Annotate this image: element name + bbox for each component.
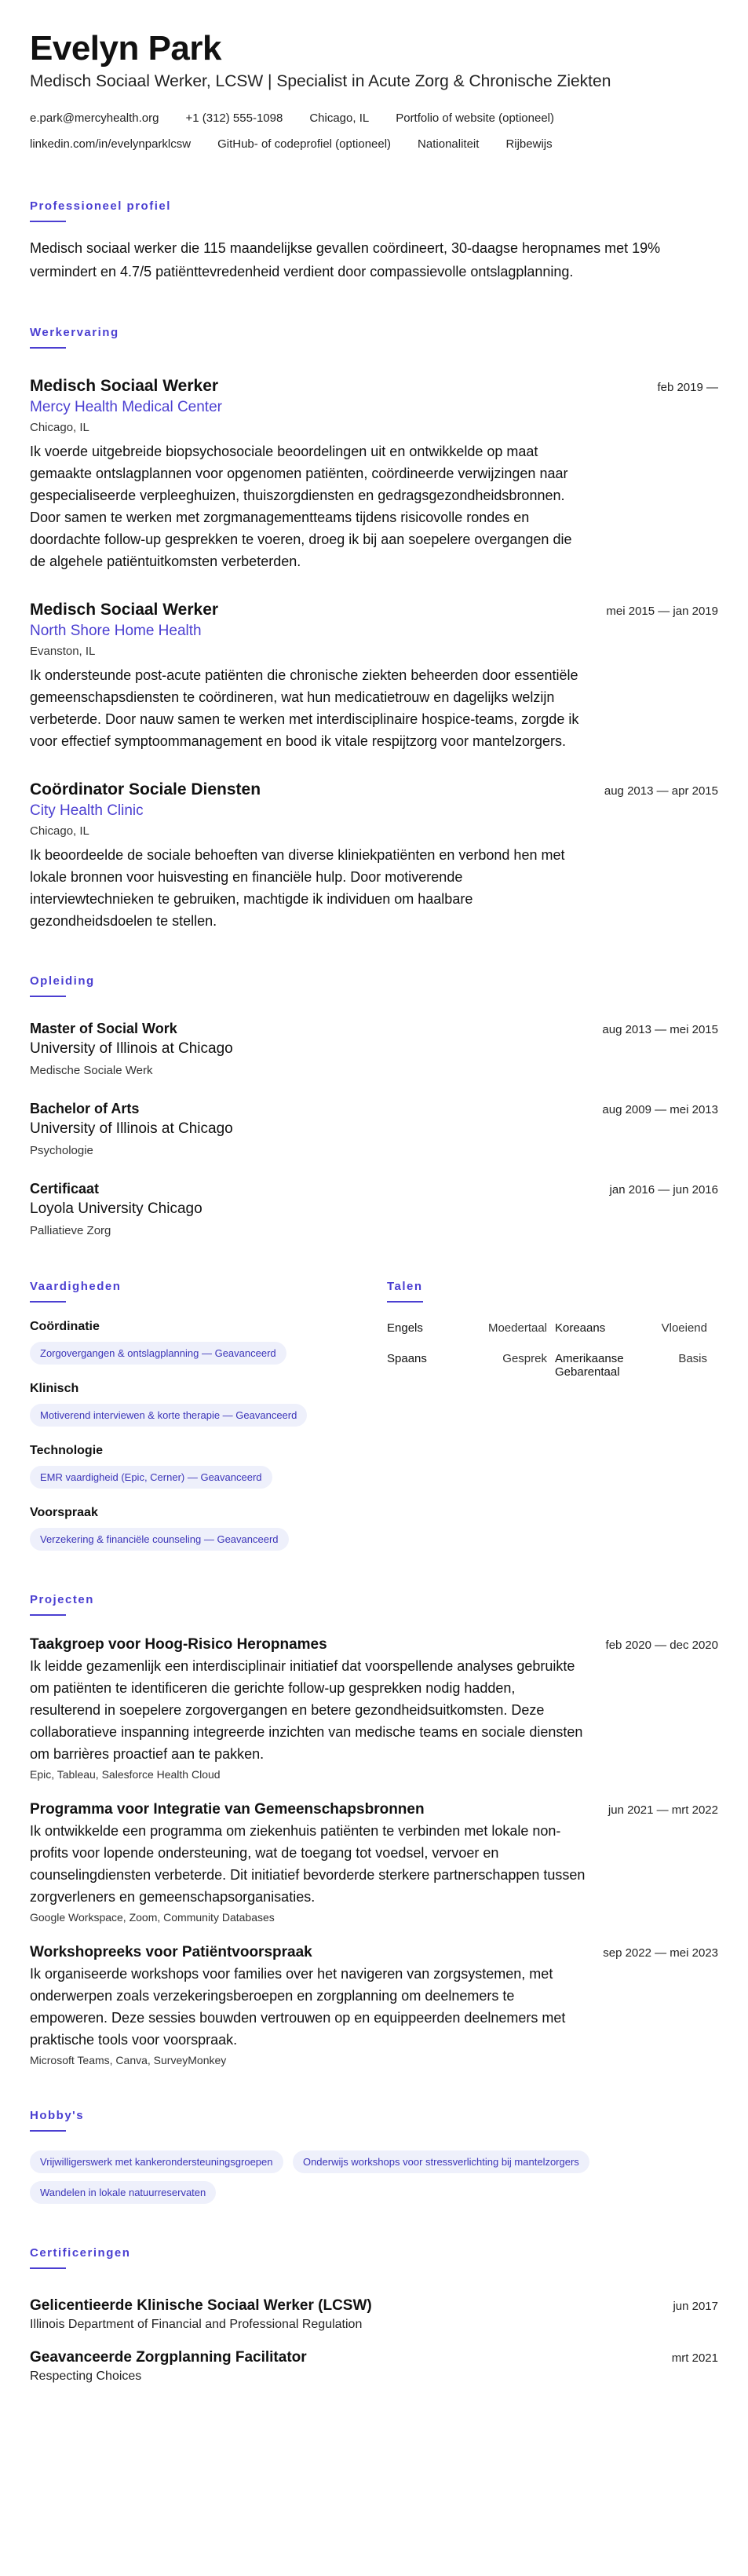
skill-category: Klinisch bbox=[30, 1382, 79, 1395]
project-tools: Epic, Tableau, Salesforce Health Cloud bbox=[30, 1768, 221, 1781]
certification-title: Gelicentieerde Klinische Sociaal Werker (LCSW) bbox=[30, 2297, 372, 2314]
language-name: Amerikaanse Gebarentaal bbox=[555, 1352, 624, 1379]
school: University of Illinois at Chicago bbox=[30, 1120, 233, 1137]
contact-linkedin[interactable]: linkedin.com/in/evelynparklcsw bbox=[30, 137, 192, 151]
hobby-chip: Vrijwilligerswerk met kankerondersteuningsgroepen bbox=[30, 2150, 283, 2173]
experience-entry bbox=[30, 780, 718, 932]
skill-chip: Verzekering & financiële counseling — Geavanceerd bbox=[30, 1528, 289, 1551]
section-divider bbox=[30, 2130, 66, 2132]
education-date: aug 2009 — mei 2013 bbox=[602, 1103, 718, 1116]
skills-section bbox=[30, 1237, 387, 1551]
project-entry bbox=[30, 1801, 718, 1924]
header bbox=[30, 28, 718, 157]
job-location: Evanston, IL bbox=[30, 645, 96, 658]
education-date: jan 2016 — jun 2016 bbox=[609, 1183, 718, 1197]
project-tools: Google Workspace, Zoom, Community Databases bbox=[30, 1911, 275, 1924]
contact-drivers-license: Rijbewijs bbox=[505, 137, 553, 151]
skill-category: Technologie bbox=[30, 1444, 104, 1457]
contact-list bbox=[30, 105, 718, 157]
section-title-hobbies: Hobby's bbox=[30, 2109, 85, 2122]
contact-nationality: Nationaliteit bbox=[418, 137, 480, 151]
field-of-study: Medische Sociale Werk bbox=[30, 1064, 153, 1077]
headline: Medisch Sociaal Werker, LCSW | Specialist in Acute Zorg & Chronische Ziekten bbox=[30, 72, 611, 90]
education-date: aug 2013 — mei 2015 bbox=[602, 1023, 718, 1036]
skill-chip: EMR vaardigheid (Epic, Cerner) — Geavanceerd bbox=[30, 1466, 272, 1489]
section-title-experience: Werkervaring bbox=[30, 326, 119, 339]
skill-group bbox=[30, 1382, 387, 1427]
field-of-study: Psychologie bbox=[30, 1144, 93, 1157]
school: University of Illinois at Chicago bbox=[30, 1040, 233, 1057]
skill-category: Coördinatie bbox=[30, 1320, 100, 1333]
language-level: Vloeiend bbox=[661, 1321, 707, 1335]
section-title-projects: Projecten bbox=[30, 1593, 94, 1606]
job-date: mei 2015 — jan 2019 bbox=[606, 605, 718, 618]
project-title: Taakgroep voor Hoog-Risico Heropnames bbox=[30, 1636, 327, 1653]
certification-title: Geavanceerde Zorgplanning Facilitator bbox=[30, 2349, 307, 2366]
certification-entry bbox=[30, 2297, 718, 2332]
language-level: Basis bbox=[678, 1352, 707, 1365]
section-divider bbox=[30, 1301, 66, 1303]
project-entry bbox=[30, 1944, 718, 2066]
job-date: feb 2019 — bbox=[657, 381, 718, 394]
hobbies-section bbox=[30, 2109, 718, 2204]
job-description: Ik beoordeelde de sociale behoeften van diverse kliniekpatiënten en verbond hen met lokale bronnen voor huisvesting en financiële hulp. Door motiverende interviewtechnieken te gebruiken, machtigde ik individuen om haalbare gezondheidsdoelen te stellen. bbox=[30, 847, 565, 929]
certification-date: mrt 2021 bbox=[671, 2351, 718, 2365]
language-name: Spaans bbox=[387, 1352, 427, 1365]
section-title-certifications: Certificeringen bbox=[30, 2246, 131, 2260]
job-description: Ik ondersteunde post-acute patiënten die chronische ziekten beheerden door essentiële gemeenschapsdiensten te coördineren, wat hun medicatietrouw en dagelijks welzijn verbeterde. Door nauw samen te werken met interdisciplinaire hospice-teams, zorgde ik voor effectief symptoommanagement en bood ik vitale respijtzorg voor mantelzorgers. bbox=[30, 667, 579, 749]
certification-entry bbox=[30, 2349, 718, 2384]
education-entry bbox=[30, 1181, 718, 1237]
profile-section bbox=[30, 199, 718, 283]
experience-entry bbox=[30, 601, 718, 752]
experience-entry bbox=[30, 377, 718, 572]
certification-issuer: Respecting Choices bbox=[30, 2370, 142, 2383]
certification-issuer: Illinois Department of Financial and Professional Regulation bbox=[30, 2318, 363, 2331]
job-location: Chicago, IL bbox=[30, 421, 89, 434]
skill-chip: Motiverend interviewen & korte therapie — Geavanceerd bbox=[30, 1404, 307, 1427]
hobby-chip: Onderwijs workshops voor stressverlichting bij mantelzorgers bbox=[293, 2150, 589, 2173]
project-date: feb 2020 — dec 2020 bbox=[605, 1639, 718, 1652]
project-entry bbox=[30, 1636, 718, 1781]
project-title: Programma voor Integratie van Gemeenschapsbronnen bbox=[30, 1801, 425, 1818]
language-level: Gesprek bbox=[502, 1352, 547, 1365]
skill-chip: Zorgovergangen & ontslagplanning — Geavanceerd bbox=[30, 1342, 286, 1365]
project-description: Ik leidde gezamenlijk een interdisciplinair initiatief dat voorspellende analyses gebruikte om patiënten te identificeren die gerichte follow-up gesprekken nodig hadden, resulterend in soepelere zorgovergangen en betere gezondheidsuitkomsten. Deze collaboratieve inspanning integreerde inzichten van medische teams en sociale diensten om barrières proactief aan te pakken. bbox=[30, 1658, 583, 1762]
languages-grid bbox=[387, 1321, 717, 1379]
field-of-study: Palliatieve Zorg bbox=[30, 1224, 111, 1237]
languages-section bbox=[387, 1237, 717, 1551]
education-entry bbox=[30, 1021, 718, 1077]
contact-github[interactable]: GitHub- of codeprofiel (optioneel) bbox=[217, 137, 392, 151]
job-title: Coördinator Sociale Diensten bbox=[30, 780, 261, 798]
section-divider bbox=[30, 347, 66, 349]
hobby-chip: Wandelen in lokale natuurreservaten bbox=[30, 2181, 216, 2204]
employer: City Health Clinic bbox=[30, 802, 144, 819]
contact-portfolio[interactable]: Portfolio of website (optioneel) bbox=[396, 111, 554, 125]
section-title-skills: Vaardigheden bbox=[30, 1280, 122, 1293]
project-tools: Microsoft Teams, Canva, SurveyMonkey bbox=[30, 2054, 227, 2066]
contact-email[interactable]: e.park@mercyhealth.org bbox=[30, 111, 159, 125]
section-title-education: Opleiding bbox=[30, 974, 95, 988]
section-divider bbox=[30, 221, 66, 222]
section-title-profile: Professioneel profiel bbox=[30, 199, 171, 213]
skill-group bbox=[30, 1506, 387, 1551]
project-description: Ik ontwikkelde een programma om ziekenhuis patiënten te verbinden met lokale non-profits voor lopende ondersteuning, wat de toegang tot voedsel, vervoer en counselingdiensten verbeterde. Dit initiatief bevorderde sterkere partnerschappen tussen zorgverleners en gemeenschapsorganisaties. bbox=[30, 1823, 586, 1905]
certification-date: jun 2017 bbox=[673, 2300, 718, 2313]
project-description: Ik organiseerde workshops voor families over het navigeren van zorgsystemen, met onderwerpen zoals verzekeringsberoepen en zorgplanning om deelnemers te empoweren. Deze sessies bouwden vertrouwen op en equippeerden deelnemers met praktische tools voor voorspraak. bbox=[30, 1966, 566, 2048]
skill-category: Voorspraak bbox=[30, 1506, 98, 1519]
employer: North Shore Home Health bbox=[30, 623, 202, 639]
project-date: sep 2022 — mei 2023 bbox=[603, 1946, 718, 1960]
skill-group bbox=[30, 1320, 387, 1365]
profile-summary: Medisch sociaal werker die 115 maandelijkse gevallen coördineert, 30-daagse heropnames met 19% vermindert en 4.7/5 patiënttevredenheid verdient door compassievolle ontslagplanning. bbox=[30, 240, 661, 280]
contact-phone[interactable]: +1 (312) 555-1098 bbox=[185, 111, 283, 125]
job-location: Chicago, IL bbox=[30, 824, 89, 838]
hobby-chips bbox=[30, 2143, 705, 2204]
language-level: Moedertaal bbox=[487, 1321, 547, 1335]
project-title: Workshopreeks voor Patiëntvoorspraak bbox=[30, 1944, 312, 1960]
degree: Master of Social Work bbox=[30, 1021, 177, 1036]
full-name: Evelyn Park bbox=[30, 29, 221, 68]
job-date: aug 2013 — apr 2015 bbox=[604, 784, 718, 798]
degree: Certificaat bbox=[30, 1181, 100, 1197]
contact-location: Chicago, IL bbox=[309, 111, 370, 125]
employer: Mercy Health Medical Center bbox=[30, 399, 222, 415]
language-name: Koreaans bbox=[555, 1321, 606, 1335]
school: Loyola University Chicago bbox=[30, 1200, 203, 1217]
section-divider bbox=[30, 2267, 66, 2269]
job-title: Medisch Sociaal Werker bbox=[30, 601, 219, 619]
job-title: Medisch Sociaal Werker bbox=[30, 377, 219, 395]
certifications-section bbox=[30, 2246, 718, 2384]
education-entry bbox=[30, 1101, 718, 1157]
project-date: jun 2021 — mrt 2022 bbox=[608, 1803, 718, 1817]
job-description: Ik voerde uitgebreide biopsychosociale beoordelingen uit en ontwikkelde op maat gemaakte ontslagplannen voor opgenomen patiënten, coördineerde verwijzingen naar gespecialiseerde verpleeghuizen, thuiszorgdiensten en gedragsgezondheidsbronnen. Door samen te werken met zorgmanagementteams tijdens risicovolle rondes en doordachte follow-up gesprekken te voeren, droeg ik bij aan soepelere overgangen die de algehele patiëntuitkomsten verbeterden. bbox=[30, 444, 572, 569]
section-divider bbox=[30, 1614, 66, 1616]
section-divider bbox=[387, 1301, 423, 1303]
education-section bbox=[30, 974, 718, 1237]
experience-section bbox=[30, 326, 718, 932]
section-divider bbox=[30, 996, 66, 997]
language-name: Engels bbox=[387, 1321, 423, 1335]
skill-group bbox=[30, 1444, 387, 1489]
skills-languages-row bbox=[30, 1237, 718, 1551]
section-title-languages: Talen bbox=[387, 1280, 423, 1293]
projects-section bbox=[30, 1593, 718, 2066]
degree: Bachelor of Arts bbox=[30, 1101, 140, 1116]
